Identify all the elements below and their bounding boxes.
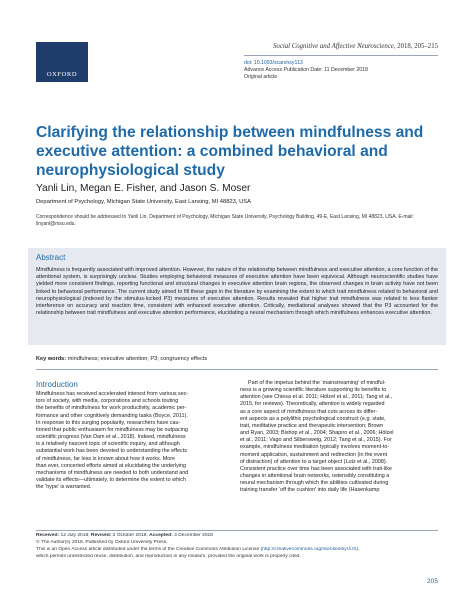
intro-right-column (240, 380, 438, 495)
body-line: the ‘hype’ is warranted. (36, 484, 92, 491)
dates-line (36, 533, 440, 540)
body-line: neural mechanism through which the abilities cultivated during (240, 480, 389, 487)
license-text: This is an Open Access article distributed under the terms of the Creative Commons Attribution License ( (36, 546, 263, 552)
body-line: Mindfulness has received accelerated interest from various sec- (36, 391, 189, 398)
journal-citation: 2018, 205–215 (395, 43, 438, 50)
body-line: ness is a growing scientific literature supporting its benefits to (240, 387, 387, 394)
affiliation: Department of Psychology, Michigan State University, East Lansing, MI 48823, USA (36, 199, 252, 205)
page-number: 205 (426, 578, 438, 585)
correspondence-note: Correspondence should be addressed to Yanli Lin, Department of Psychology, Michigan State University, Psychology Building, 49-E, East Lansing, MI 48823, USA. E-mail: linyanl@msu.edu. (36, 214, 414, 227)
body-line: as a core aspect of mindfulness that cuts across its differ- (240, 408, 378, 415)
license-text-end: ), (356, 546, 360, 552)
author-list: Yanli Lin, Megan E. Fisher, and Jason S. Moser (36, 183, 251, 194)
doi-link[interactable]: doi: 10.1093/scan/nsy113 (244, 60, 303, 66)
body-line: tors of society, with media, corporations and schools touting (36, 398, 179, 405)
body-line: of distraction) of attention to a target object (Lutz et al., 2008). (240, 458, 388, 465)
journal-header (273, 43, 438, 50)
revised-label: Revised: (90, 533, 112, 538)
body-line: attention (see Chiesa et al. 2011; Hölzel et al., 2011; Tang et al., (240, 394, 393, 401)
header-divider (244, 55, 438, 56)
received-label: Received: (36, 533, 60, 538)
body-line: the benefits of mindfulness for work productivity, academic per- (36, 405, 187, 412)
copyright-line: © The Author(s) 2018. Published by Oxford University Press. (36, 539, 168, 545)
body-line: changes in attentional brain networks, ostensibly constituting a (240, 473, 390, 480)
license-line (36, 547, 440, 554)
body-line: and Ryan, 2003; Bishop et al., 2004; Shapiro et al., 2006; Hölzel (240, 430, 394, 437)
body-line: In response to this surging popularity, researchers have cau- (36, 419, 181, 426)
logo-text: OXFORD (46, 71, 78, 78)
accepted-label: Accepted: (149, 533, 173, 538)
article-type: Original article (244, 74, 278, 80)
body-line: 2015, for reviews). Theoretically, attention is widely regarded (240, 401, 385, 408)
keywords-text: mindfulness; executive attention; P3; congruency effects (67, 356, 208, 362)
body-line: ent aspects as a polylithic psychological construct (e.g. state, (240, 415, 386, 422)
article-title: Clarifying the relationship between mindfulness and executive attention: a combined behavioral and neurophysiological study (36, 124, 424, 179)
revised-date: 2 October 2018; (111, 533, 150, 538)
body-line: et al., 2011; Vago and Silbersweig, 2012; Tang et al., 2015). For (240, 437, 392, 444)
journal-name: Social Cognitive and Affective Neuroscience, (273, 43, 396, 50)
abstract-text: Mindfulness is frequently associated with improved attention. However, the nature of the relationship between mindfulness and executive attention, a core function of the attentional system, is surprisingly unclear. Studies employing behavioral measures of executive attention have been equivocal. Although neuroscientific studies have yielded more consistent findings, reporting functional and structural changes in executive attention brain regions, the observed changes in brain activity have not been linked to behavioral performance. The current study aimed to fill these gaps in the literature by examining the extent to which trait mindfulness related to behavioral and neurophysiological (indexed by the stimulus-locked P3) measures of executive attention. Results revealed that higher trait mindfulness was related to less flanker interference on accuracy and reaction time, consistent with enhanced executive attention. Critically, mediational analyses showed that the P3 accounted for the relationship between trait mindfulness and executive attention performance, elucidating a neural mechanism through which mindfulness enhances executive attention. (36, 267, 438, 317)
body-line: substantial work has been devoted to understanding the effects (36, 448, 187, 455)
body-line: validate its effects—ultimately, to determine the extent to which (36, 477, 186, 484)
publication-date: Advance Access Publication Date: 11 December 2018 (244, 67, 368, 73)
body-line: trait, meditative practice and therapeutic intervention; Brown (240, 422, 384, 429)
body-line: is a relatively nascent topic of scientific inquiry, and although (36, 441, 180, 448)
body-line: Part of the impetus behind the ‘mainstreaming’ of mindful- (248, 380, 386, 386)
accepted-date: 3 December 2018 (172, 533, 214, 538)
intro-heading: Introduction (36, 380, 78, 389)
body-line: scientific progress (Van Dam et al., 2018). Indeed, mindfulness (36, 434, 186, 441)
article-meta (244, 60, 440, 81)
body-line: example, mindfulness meditation typically involves moment-to- (240, 444, 390, 451)
article-footer (36, 533, 440, 561)
body-line: than ever, concerted efforts aimed at elucidating the underlying (36, 462, 187, 469)
body-line: Consistent practice over time has been associated with trait-like (240, 465, 392, 472)
abstract-heading: Abstract (36, 253, 66, 262)
intro-left-column (36, 381, 234, 491)
body-line: of mindfulness, far less is known about how it works. More (36, 455, 176, 462)
body-line: tioned that public enthusiasm for mindfulness may be outpacing (36, 426, 188, 433)
license-link[interactable]: http://creativecommons.org/licenses/by/4.0/ (262, 546, 357, 552)
keywords (36, 356, 207, 362)
section-divider (36, 369, 438, 370)
body-line: formance and other cognitively demanding tasks (Boyce, 2011). (36, 412, 188, 419)
received-date: 12 July 2018; (59, 533, 91, 538)
footer-divider (36, 530, 438, 531)
body-line: mechanisms of mindfulness are needed to both understand and (36, 469, 189, 476)
license-line-2: which permits unrestricted reuse, distribution, and reproduction in any medium, provided the original work is properly cited. (36, 553, 301, 559)
body-line: moment application, sustainment and redirection (in the event (240, 451, 388, 458)
oxford-logo (36, 42, 88, 82)
body-line: training transfer ‘off the cushion’ into daily life (Hasenkamp (240, 487, 380, 494)
abstract-box (28, 248, 446, 345)
keywords-label: Key words: (36, 356, 67, 362)
